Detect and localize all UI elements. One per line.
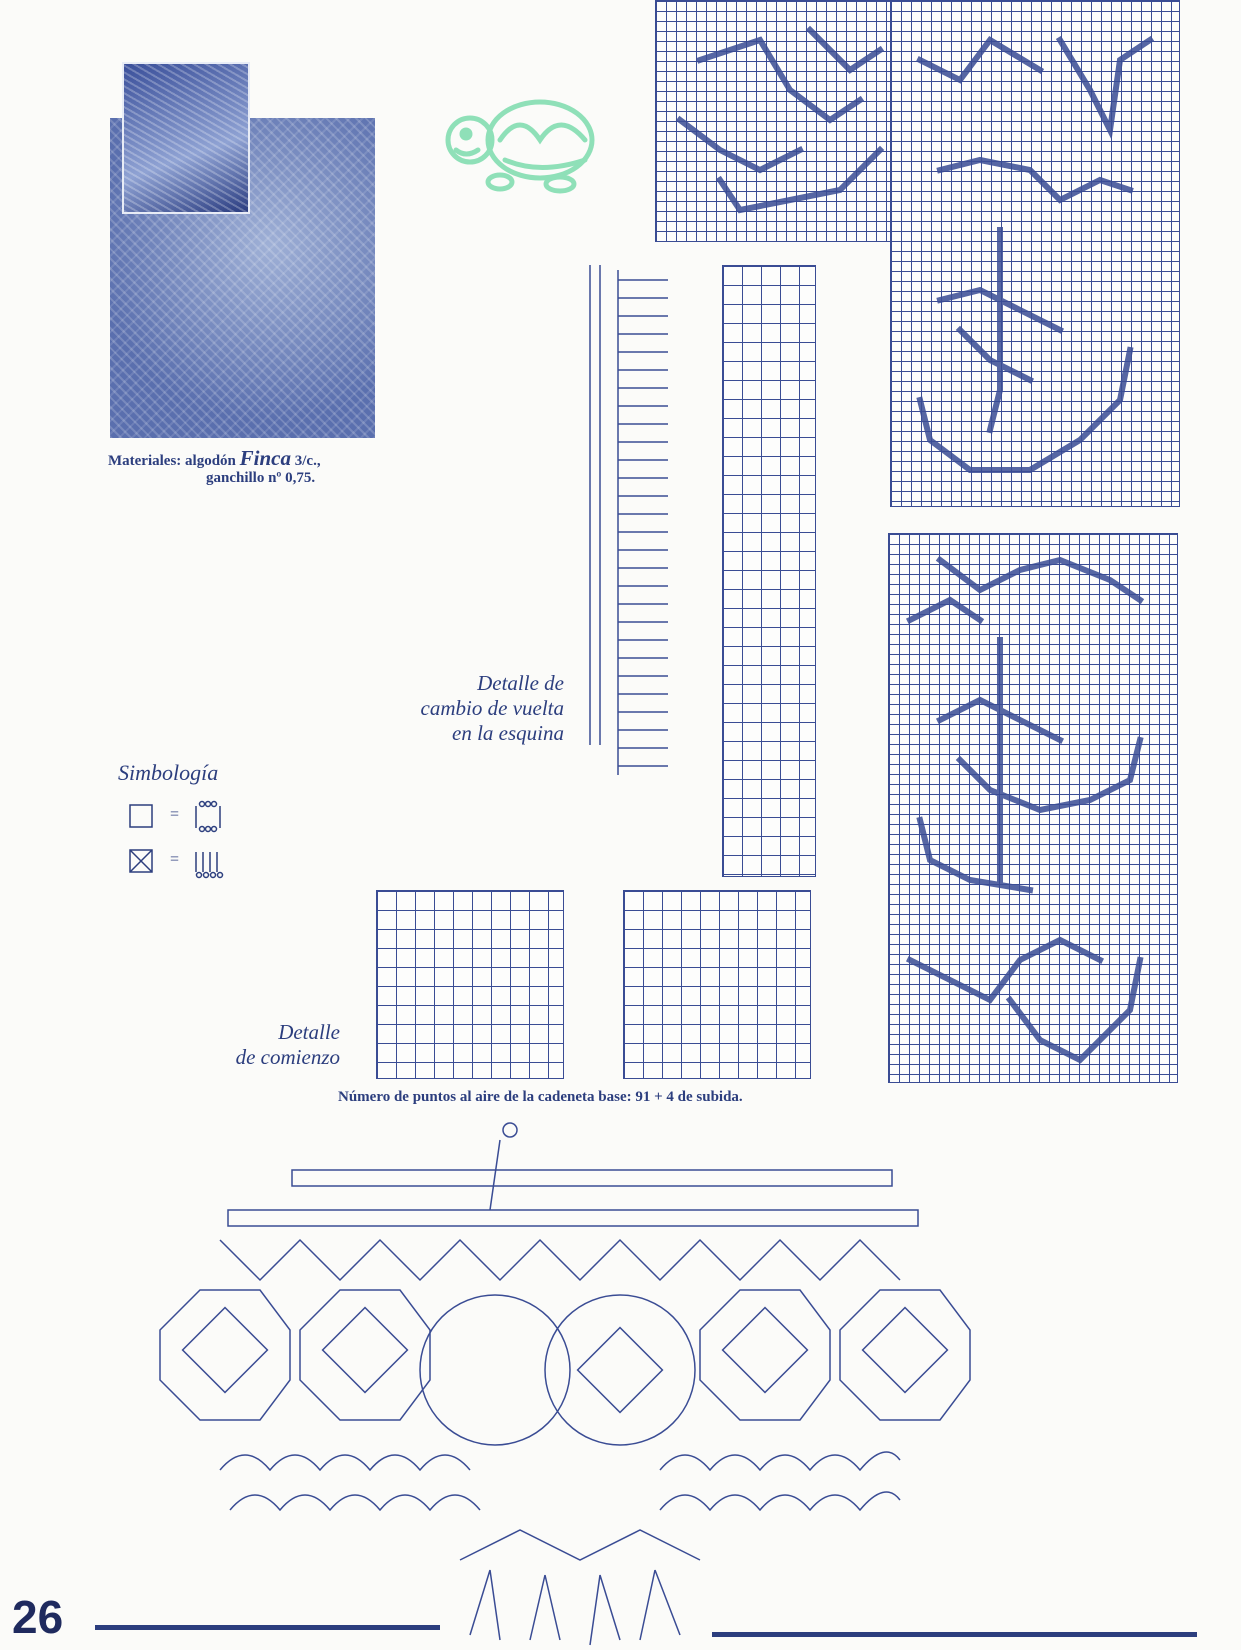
- filet-chart-bottom-right: [888, 533, 1178, 1083]
- footer-rule-right: [712, 1632, 1197, 1637]
- numero-puntos-text: Número de puntos al aire de la cadeneta base: 91 + 4 de subida.: [338, 1089, 743, 1105]
- materials-brand: Finca: [239, 446, 291, 470]
- caption-cambio-vuelta: [380, 671, 564, 746]
- filet-chart-top-left: [655, 0, 892, 242]
- comienzo-grid-left: [376, 890, 564, 1079]
- simbologia-title: Simbología: [118, 760, 219, 785]
- comienzo-grid-right: [623, 890, 811, 1079]
- caption-comienzo: [200, 1020, 340, 1070]
- filet-chart-top-right: [890, 0, 1180, 507]
- footer-rule-left: [95, 1625, 440, 1630]
- caption-comienzo-line1: Detalle: [278, 1020, 340, 1044]
- caption-cambio-line1: Detalle de: [477, 671, 564, 695]
- product-photo-inset: [122, 62, 250, 214]
- materials-label: Materiales:: [108, 453, 182, 469]
- crossed-square-icon: [130, 850, 152, 872]
- cambio-vuelta-grid: [722, 265, 816, 877]
- page-number: 26: [12, 1591, 64, 1643]
- empty-square-icon: [130, 805, 152, 827]
- materials-hook: ganchillo nº 0,75.: [206, 470, 316, 486]
- caption-comienzo-line2: de comienzo: [235, 1045, 340, 1069]
- caption-cambio-line3: en la esquina: [452, 721, 564, 745]
- materials-block: [108, 446, 321, 487]
- materials-quantity: 3/c.,: [294, 453, 321, 469]
- legend-equals-1: =: [170, 806, 180, 823]
- legend-equals-2: =: [170, 851, 180, 868]
- caption-cambio-line2: cambio de vuelta: [420, 696, 564, 720]
- materials-fiber: algodón: [185, 453, 236, 469]
